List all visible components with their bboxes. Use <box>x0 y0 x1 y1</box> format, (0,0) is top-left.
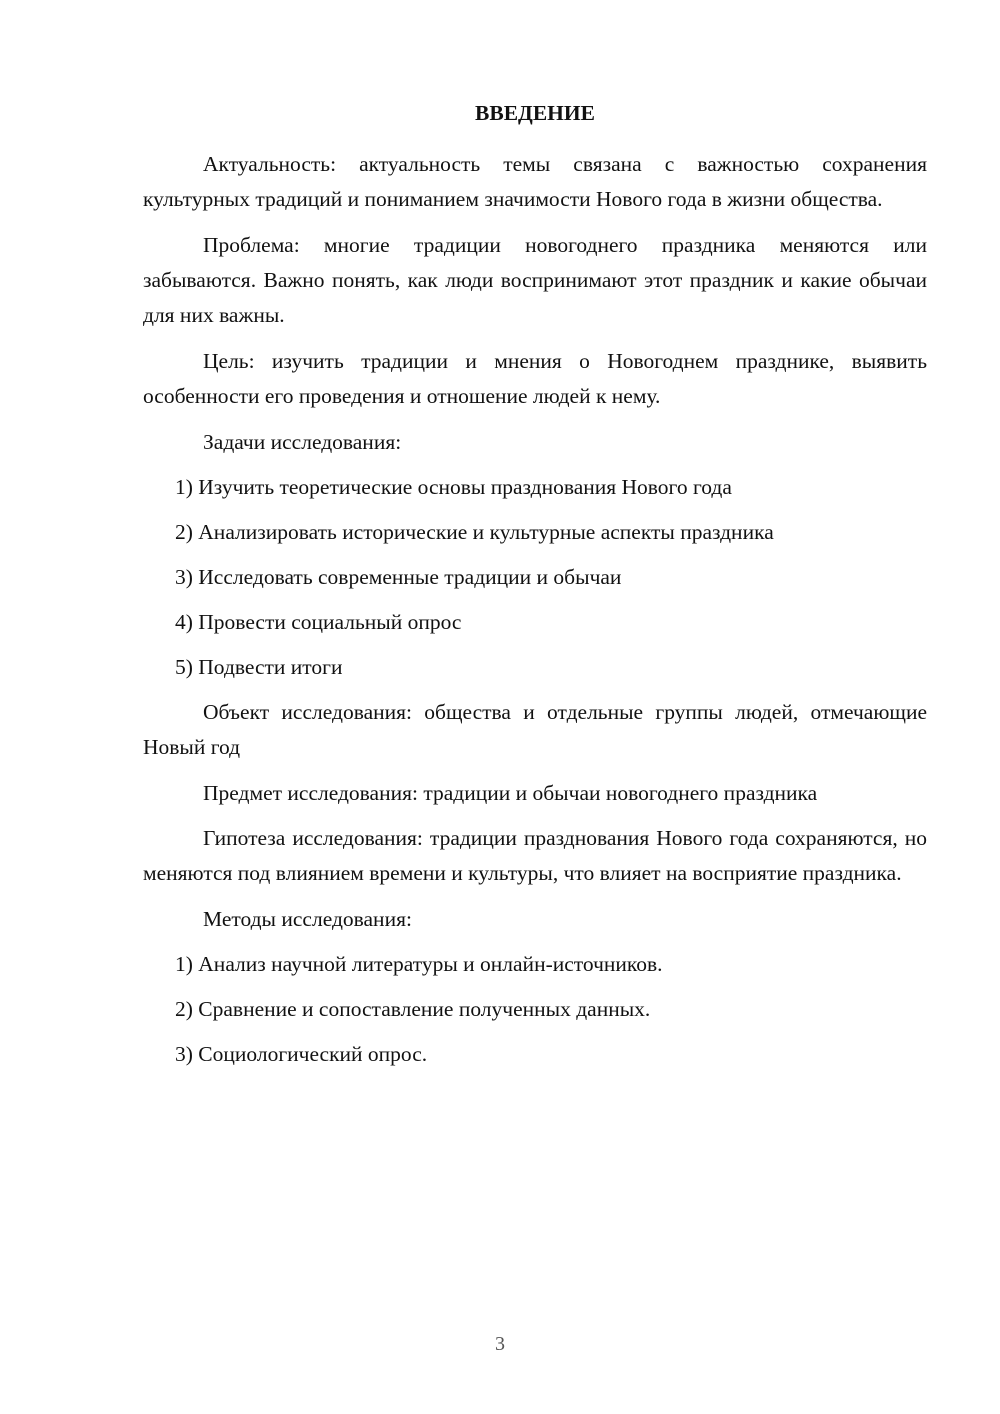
object-paragraph: Объект исследования: общества и отдельные группы людей, отмечающие Новый год <box>143 700 927 759</box>
list-item: 5) Подвести итоги <box>175 655 343 679</box>
hypothesis-paragraph: Гипотеза исследования: традиции празднования Нового года сохраняются, но меняются под влиянием времени и культуры, что влияет на восприятие праздника. <box>143 826 927 885</box>
subject-paragraph: Предмет исследования: традиции и обычаи новогоднего праздника <box>203 781 818 805</box>
list-item: 1) Изучить теоретические основы празднования Нового года <box>175 475 732 499</box>
goal-paragraph: Цель: изучить традиции и мнения о Новогоднем празднике, выявить особенности его проведения и отношение людей к нему. <box>143 349 927 408</box>
list-item: 1) Анализ научной литературы и онлайн-источников. <box>175 952 663 976</box>
list-item: 2) Сравнение и сопоставление полученных данных. <box>175 997 651 1021</box>
list-item: 3) Социологический опрос. <box>175 1042 428 1066</box>
tasks-list <box>143 470 927 685</box>
page-title: ВВЕДЕНИЕ <box>475 101 595 125</box>
document-page <box>143 96 927 1082</box>
relevance-paragraph: Актуальность: актуальность темы связана с важностью сохранения культурных традиций и пониманием значимости Нового года в жизни общества. <box>143 152 927 211</box>
methods-heading: Методы исследования: <box>203 907 412 931</box>
list-item: 2) Анализировать исторические и культурные аспекты праздника <box>175 520 774 544</box>
methods-list <box>143 947 927 1072</box>
page-number: 3 <box>495 1333 505 1355</box>
tasks-heading: Задачи исследования: <box>203 430 402 454</box>
list-item: 3) Исследовать современные традиции и обычаи <box>175 565 622 589</box>
list-item: 4) Провести социальный опрос <box>175 610 462 634</box>
problem-paragraph: Проблема: многие традиции новогоднего праздника меняются или забываются. Важно понять, как люди воспринимают этот праздник и какие обычаи для них важны. <box>143 233 927 327</box>
